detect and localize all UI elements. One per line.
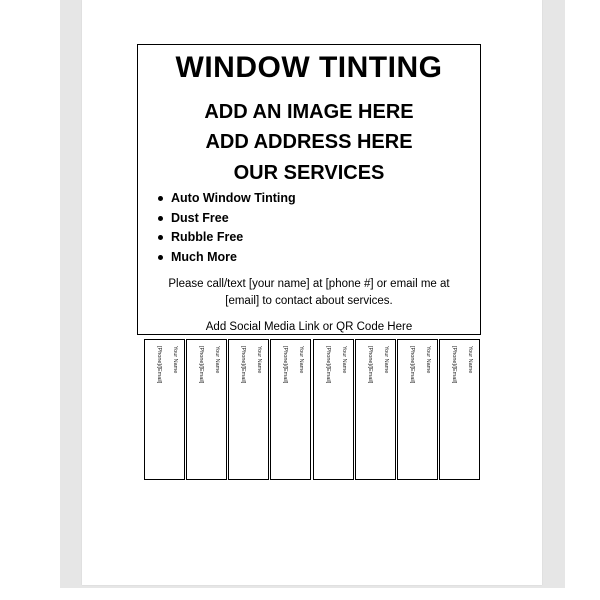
tab-contact: [Phone]/[Email] xyxy=(156,346,162,384)
tab-contact: [Phone]/[Email] xyxy=(282,346,288,384)
contact-line-1: Please call/text [your name] at [phone #] or email me at xyxy=(168,278,450,290)
tear-off-tab xyxy=(397,339,438,480)
tab-name: Your Name xyxy=(383,346,389,374)
service-label: Much More xyxy=(171,249,237,264)
service-item xyxy=(156,189,296,209)
contact-line-2: [email] to contact about services. xyxy=(225,295,393,307)
service-label: Dust Free xyxy=(171,210,229,225)
service-label: Rubble Free xyxy=(171,230,244,244)
social-link-placeholder: Add Social Media Link or QR Code Here xyxy=(205,321,413,333)
tear-off-tab xyxy=(186,339,227,480)
tab-contact: [Phone]/[Email] xyxy=(451,346,457,384)
tear-off-tab xyxy=(439,339,480,480)
address-placeholder-text: ADD ADDRESS HERE xyxy=(205,131,413,153)
tab-name: Your Name xyxy=(298,346,304,374)
tab-contact: [Phone]/[Email] xyxy=(409,346,415,384)
services-list xyxy=(156,189,296,267)
tear-off-tab xyxy=(144,339,185,480)
bullet-icon xyxy=(158,235,163,240)
tab-contact: [Phone]/[Email] xyxy=(325,346,331,384)
contact-text xyxy=(146,276,472,310)
bullet-icon xyxy=(158,196,163,201)
bullet-icon xyxy=(158,255,163,260)
flyer-box xyxy=(137,44,481,335)
services-heading: OUR SERVICES xyxy=(233,162,385,184)
tab-name: Your Name xyxy=(425,346,431,374)
tab-name: Your Name xyxy=(172,346,178,374)
tab-name: Your Name xyxy=(256,346,262,374)
bullet-icon xyxy=(158,216,163,221)
tear-off-tab xyxy=(228,339,269,480)
tear-off-tab xyxy=(355,339,396,480)
service-item xyxy=(156,248,296,268)
service-item xyxy=(156,209,296,229)
image-placeholder-text: ADD AN IMAGE HERE xyxy=(204,101,414,123)
tear-off-tab xyxy=(313,339,354,480)
tab-contact: [Phone]/[Email] xyxy=(240,346,246,384)
tab-name: Your Name xyxy=(341,346,347,374)
tab-name: Your Name xyxy=(214,346,220,374)
tab-contact: [Phone]/[Email] xyxy=(198,346,204,384)
tab-name: Your Name xyxy=(467,346,473,374)
service-item xyxy=(156,228,296,248)
tab-contact: [Phone]/[Email] xyxy=(367,346,373,384)
service-label: Auto Window Tinting xyxy=(171,191,296,205)
flyer-title: WINDOW TINTING xyxy=(175,51,443,84)
tear-off-tab xyxy=(270,339,311,480)
